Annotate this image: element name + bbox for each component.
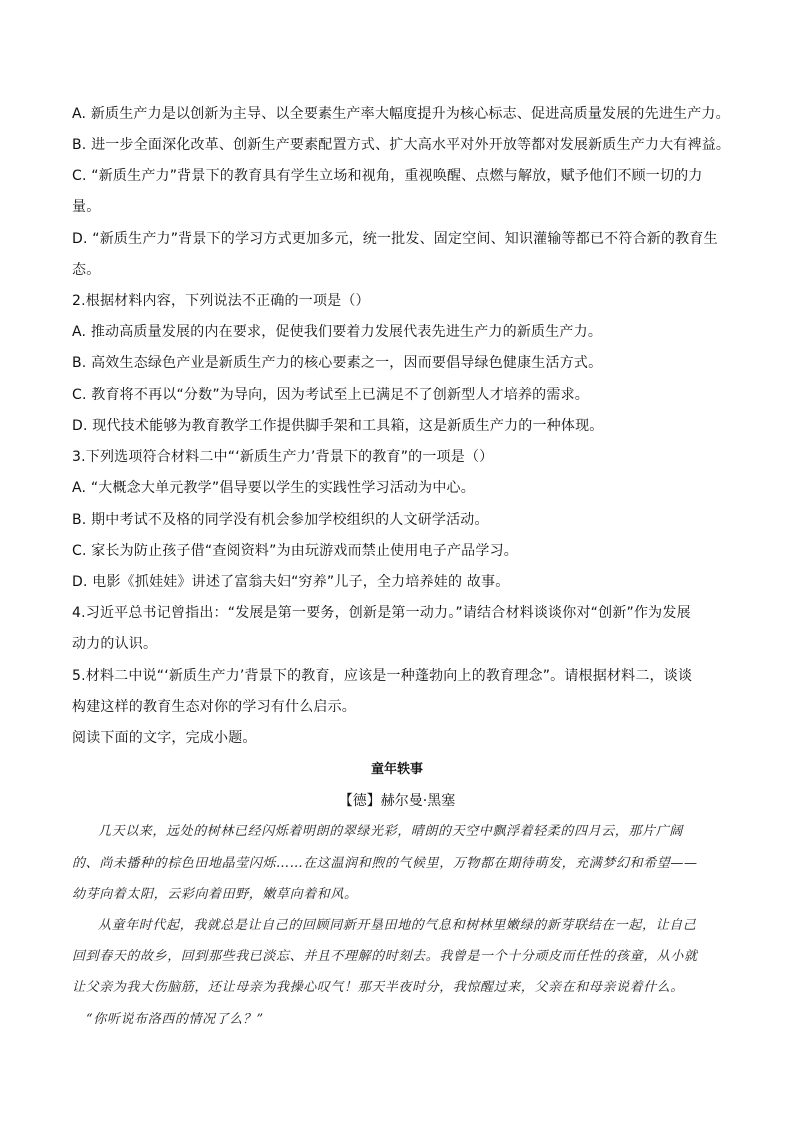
q2-stem: 2.根据材料内容，下列说法不正确的一项是（） [72,293,370,309]
q1-option-a: A. 新质生产力是以创新为主导、以全要素生产率大幅度提升为核心标志、促进高质量发展的先进生产力。 [72,106,730,122]
passage-para1-line3: 幼芽向着太阳，云彩向着田野，嫩草向着和风。 [72,887,358,902]
q3-option-a: A. “大概念大单元教学”倡导要以学生的实践性学习活动为中心。 [72,480,475,496]
q3-option-d: D. 电影《抓娃娃》讲述了富翁夫妇“穷养”儿子，全力培养娃的 故事。 [72,574,510,590]
passage-para2-line3: 让父亲为我大伤脑筋，还让母亲为我操心叹气！那天半夜时分，我惊醒过来，父亲在和母亲说着什么。 [72,980,685,995]
q1-option-c-line1: C. “新质生产力”背景下的教育具有学生立场和视角，重视唤醒、点燃与解放，赋予他们不顾一切的力 [72,168,703,184]
q2-option-d: D. 现代技术能够为教育教学工作提供脚手架和工具箱，这是新质生产力的一种体现。 [72,418,604,434]
passage-para3-line1: “你听说布洛西的情况了么？” [86,1012,264,1027]
q1-option-d-line1: D. “新质生产力”背景下的学习方式更加多元，统一批发、固定空间、知识灌输等都已不符合新的教育生 [72,231,718,247]
q2-option-b: B. 高效生态绿色产业是新质生产力的核心要素之一，因而要倡导绿色健康生活方式。 [72,355,603,371]
q1-option-c-line2: 量。 [72,199,101,215]
q2-option-a: A. 推动高质量发展的内在要求，促使我们要着力发展代表先进生产力的新质生产力。 [72,324,603,340]
q4-line2: 动力的认识。 [72,636,158,652]
passage-title: 童年轶事 [370,762,423,777]
passage-para2-line1: 从童年时代起，我就总是让自己的回顾同新开垦田地的气息和树林里嫩绿的新芽联结在一起，让自己 [98,918,697,933]
q5-line2: 构建这样的教育生态对你的学习有什么启示。 [72,699,356,715]
passage-para1-line2: 的、尚未播种的棕色田地晶莹闪烁……在这温润和煦的气候里，万物都在期待萌发，充满梦幻和希望—— [72,856,698,871]
reading-instruction: 阅读下面的文字，完成小题。 [72,730,257,746]
passage-para2-line2: 回到春天的故乡，回到那些我已淡忘、并且不理解的时刻去。我曾是一个十分顽皮而任性的孩童，从小就 [72,949,698,964]
q3-option-c: C. 家长为防止孩子借“查阅资料”为由玩游戏而禁止使用电子产品学习。 [72,543,518,559]
q5-line1: 5.材料二中说“‘新质生产力’背景下的教育，应该是一种蓬勃向上的教育理念”。请根据材料二，谈谈 [72,668,693,684]
passage-author: 【德】赫尔曼·黑塞 [338,793,456,809]
passage-para1-line1: 几天以来，远处的树林已经闪烁着明朗的翠绿光彩，晴朗的天空中飘浮着轻柔的四月云，那片广阔 [98,824,683,839]
q4-line1: 4.习近平总书记曾指出：“发展是第一要务，创新是第一动力。”请结合材料谈谈你对“创新”作为发展 [72,605,691,621]
q1-option-d-line2: 态。 [72,262,101,278]
q3-option-b: B. 期中考试不及格的同学没有机会参加学校组织的人文研学活动。 [72,512,489,528]
q3-stem: 3.下列选项符合材料二中“‘新质生产力’背景下的教育”的一项是（） [72,449,494,465]
q2-option-c: C. 教育将不再以“分数”为导向，因为考试至上已满足不了创新型人才培养的需求。 [72,387,589,403]
q1-option-b: B. 进一步全面深化改革、创新生产要素配置方式、扩大高水平对外开放等都对发展新质生产力大有裨益。 [72,137,731,153]
